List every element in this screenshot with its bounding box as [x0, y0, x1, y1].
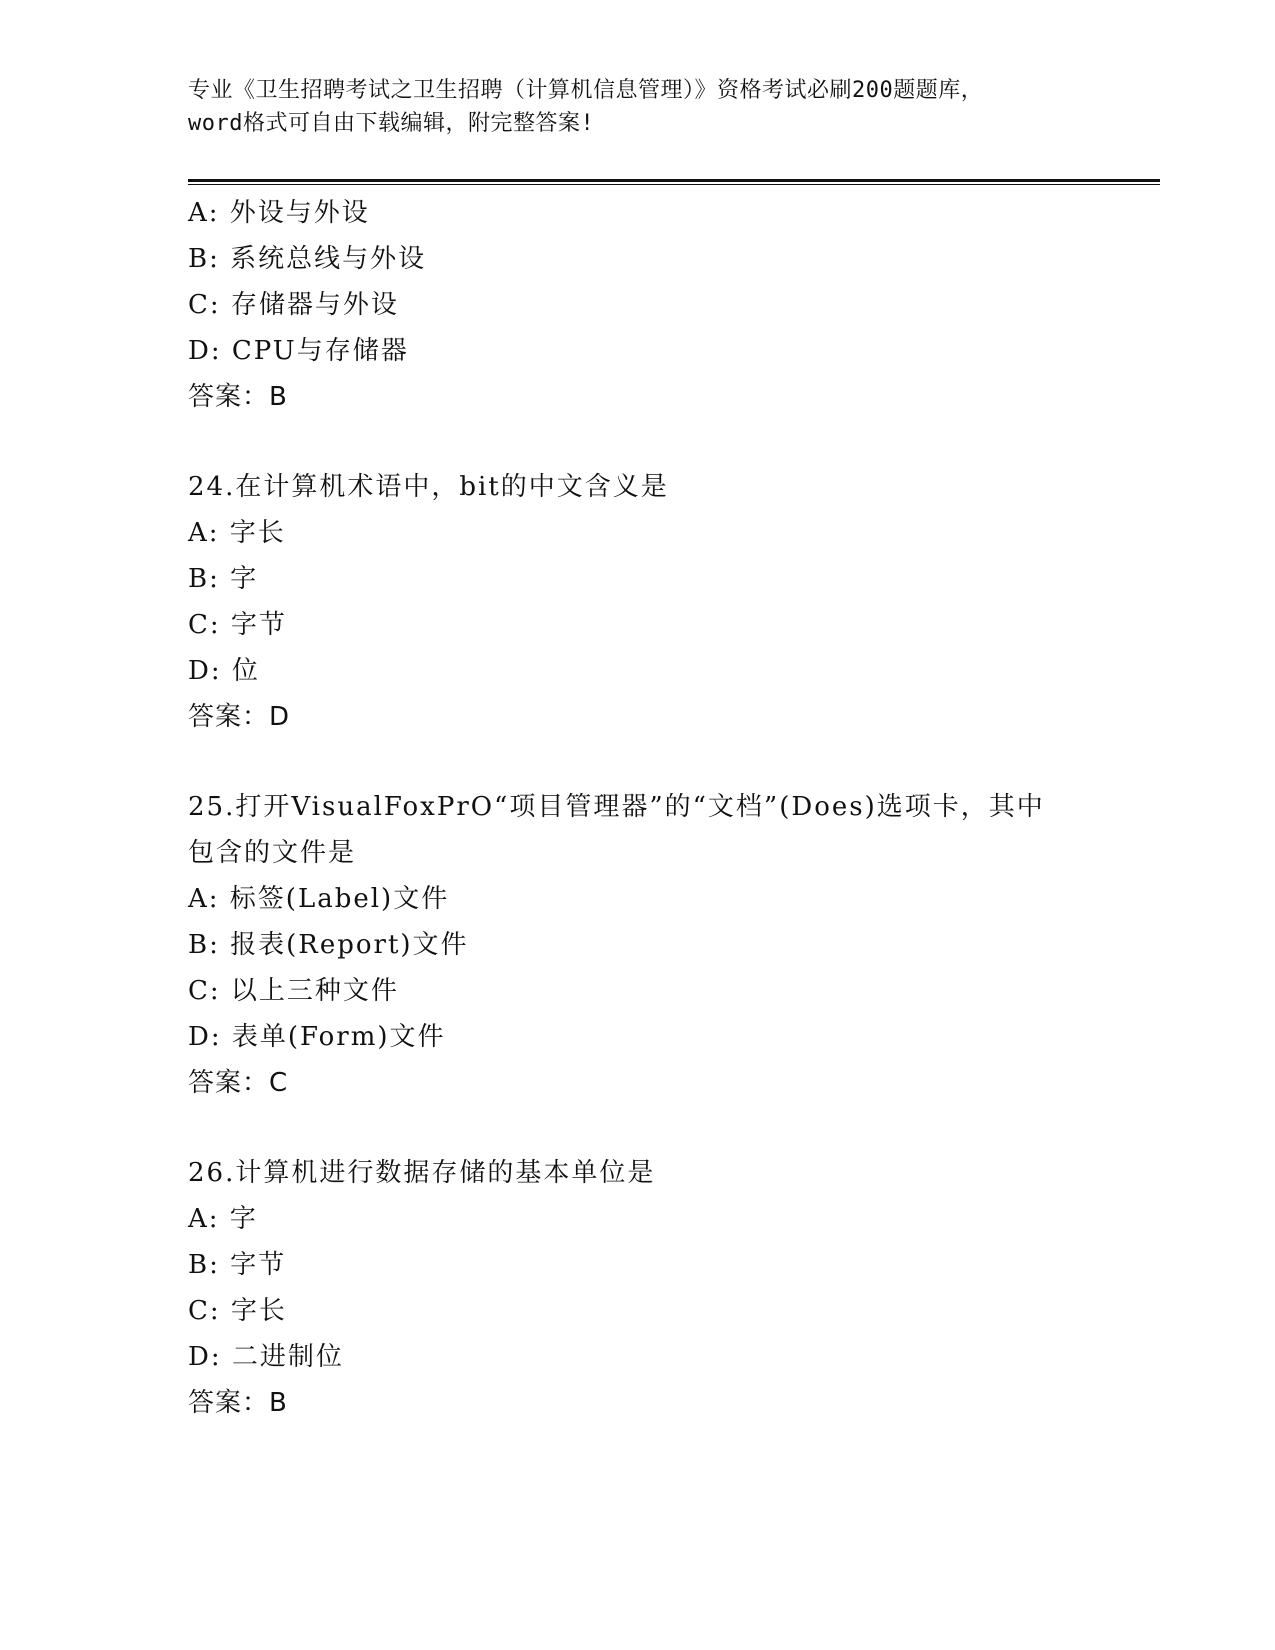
option-c: C: 字长 [188, 1296, 287, 1326]
option-d: D: CPU与存储器 [188, 336, 409, 366]
spacer [188, 1106, 1148, 1150]
answer-line: 答案：B [188, 1388, 288, 1418]
question-block-25 [188, 784, 1148, 1106]
option-c: C: 字节 [188, 610, 287, 640]
question-list [188, 190, 1148, 1426]
header-line-1: 专业《卫生招聘考试之卫生招聘（计算机信息管理）》资格考试必刷200题题库， [188, 78, 984, 103]
option-a: A: 字长 [188, 518, 286, 548]
spacer [188, 740, 1148, 784]
question-text-line-1: 25.打开VisualFoxPrO“项目管理器”的“文档”(Does)选项卡，其中 [188, 792, 1045, 822]
option-a: A: 字 [188, 1204, 258, 1234]
header-divider-thin [188, 184, 1160, 185]
question-block-24 [188, 464, 1148, 740]
question-text-line-2: 包含的文件是 [188, 838, 357, 868]
question-text: 24.在计算机术语中，bit的中文含义是 [188, 472, 669, 502]
option-b: B: 报表(Report)文件 [188, 930, 469, 960]
option-d: D: 表单(Form)文件 [188, 1022, 446, 1052]
answer-line: 答案：D [188, 702, 291, 732]
option-c: C: 以上三种文件 [188, 976, 399, 1006]
answer-line: 答案：B [188, 382, 288, 412]
option-b: B: 系统总线与外设 [188, 244, 427, 274]
question-text: 26.计算机进行数据存储的基本单位是 [188, 1158, 656, 1188]
question-block-26 [188, 1150, 1148, 1426]
option-c: C: 存储器与外设 [188, 290, 399, 320]
document-header [188, 74, 1088, 140]
header-divider-thick [188, 179, 1160, 182]
option-d: D: 位 [188, 656, 260, 686]
option-a: A: 标签(Label)文件 [188, 884, 450, 914]
option-a: A: 外设与外设 [188, 198, 370, 228]
option-b: B: 字节 [188, 1250, 287, 1280]
spacer [188, 420, 1148, 464]
question-block-23 [188, 190, 1148, 420]
header-line-2: word格式可自由下载编辑，附完整答案! [188, 111, 595, 136]
option-b: B: 字 [188, 564, 259, 594]
answer-line: 答案：C [188, 1068, 289, 1098]
option-d: D: 二进制位 [188, 1342, 344, 1372]
